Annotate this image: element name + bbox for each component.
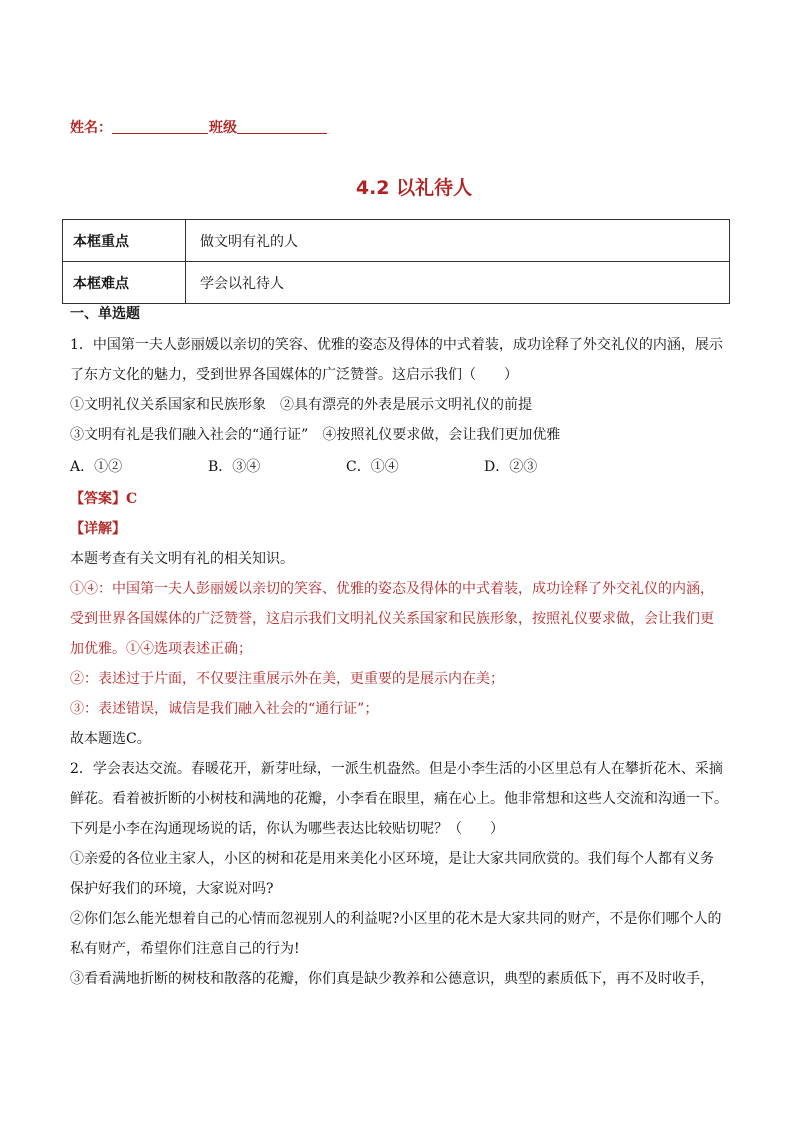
name-blank[interactable] xyxy=(112,119,208,134)
question-line: 下列是小李在沟通现场说的话，你认为哪些表达比较贴切呢？（ ） xyxy=(70,821,504,837)
answer-line xyxy=(70,484,730,514)
explanation-line: 加优雅。①④选项表述正确； xyxy=(70,641,252,657)
table-row xyxy=(63,220,730,262)
question-2 xyxy=(70,754,730,994)
difficulty-value: 学会以礼待人 xyxy=(186,262,730,304)
detail-label: 【详解】 xyxy=(70,521,126,537)
focus-value: 做文明有礼的人 xyxy=(186,220,730,262)
content xyxy=(70,304,730,994)
option-b[interactable]: B．③④ xyxy=(208,459,261,475)
explanation-line: ②：表述过于片面，不仅要注重展示外在美，更重要的是展示内在美； xyxy=(70,671,504,687)
section-title: 一、单选题 xyxy=(70,306,140,322)
difficulty-key: 本框难点 xyxy=(63,262,186,304)
explanation-line: ①④：中国第一夫人彭丽媛以亲切的笑容、优雅的姿态及得体的中式着装，成功诠释了外交礼仪的内涵， xyxy=(70,581,714,597)
statement-line: ①文明礼仪关系国家和民族形象 ②具有漂亮的外表是展示文明礼仪的前提 xyxy=(70,397,532,413)
focus-key: 本框重点 xyxy=(63,220,186,262)
statement-line: ①亲爱的各位业主家人，小区的树和花是用来美化小区环境，是让大家共同欣赏的。我们每个人都有义务 xyxy=(70,851,714,867)
option-a[interactable]: A．①② xyxy=(70,459,123,475)
question-line: 1．中国第一夫人彭丽媛以亲切的笑容、优雅的姿态及得体的中式着装，成功诠释了外交礼仪的内涵，展示 xyxy=(70,337,723,353)
student-info-line xyxy=(70,117,328,137)
explanation xyxy=(70,544,730,754)
explanation-line: ③：表述错误，诚信是我们融入社会的“通行证”； xyxy=(70,701,379,717)
name-label: 姓名： xyxy=(70,120,112,136)
statement-line: 私有财产，希望你们注意自己的行为! xyxy=(70,941,300,957)
statement-line: ③看看满地折断的树枝和散落的花瓣，你们真是缺少教养和公德意识，典型的素质低下，再不及时收手， xyxy=(70,971,714,987)
class-blank[interactable] xyxy=(237,119,327,134)
statement-line: ③文明有礼是我们融入社会的“通行证” ④按照礼仪要求做，会让我们更加优雅 xyxy=(70,427,561,443)
lesson-title: 4.2 以礼待人 xyxy=(355,177,473,199)
answer-value: C xyxy=(126,491,138,507)
answer-label: 【答案】 xyxy=(70,491,126,507)
question-line: 了东方文化的魅力，受到世界各国媒体的广泛赞誉。这启示我们（ ） xyxy=(70,367,518,383)
conclusion: 故本题选C。 xyxy=(70,731,151,747)
explanation-intro: 本题考查有关文明有礼的相关知识。 xyxy=(70,551,294,567)
question-line: 2．学会表达交流。春暖花开，新芽吐绿，一派生机盎然。但是小李生活的小区里总有人在攀折花木、采摘 xyxy=(70,761,723,777)
question-line: 鲜花。看着被折断的小树枝和满地的花瓣，小李看在眼里，痛在心上。他非常想和这些人交流和沟通一下。 xyxy=(70,791,728,807)
statement-line: 保护好我们的环境，大家说对吗? xyxy=(70,881,274,897)
statement-line: ②你们怎么能光想着自己的心情而忽视别人的利益呢?小区里的花木是大家共同的财产，不是你们哪个人的 xyxy=(70,911,722,927)
option-c[interactable]: C．①④ xyxy=(346,459,399,475)
option-d[interactable]: D．②③ xyxy=(484,459,538,475)
options-row xyxy=(70,450,730,484)
focus-table xyxy=(62,219,730,304)
question-1 xyxy=(70,330,730,754)
table-row xyxy=(63,262,730,304)
explanation-line: 受到世界各国媒体的广泛赞誉，这启示我们文明礼仪关系国家和民族形象，按照礼仪要求做，会让我们更 xyxy=(70,611,714,627)
class-label: 班级 xyxy=(209,120,237,136)
